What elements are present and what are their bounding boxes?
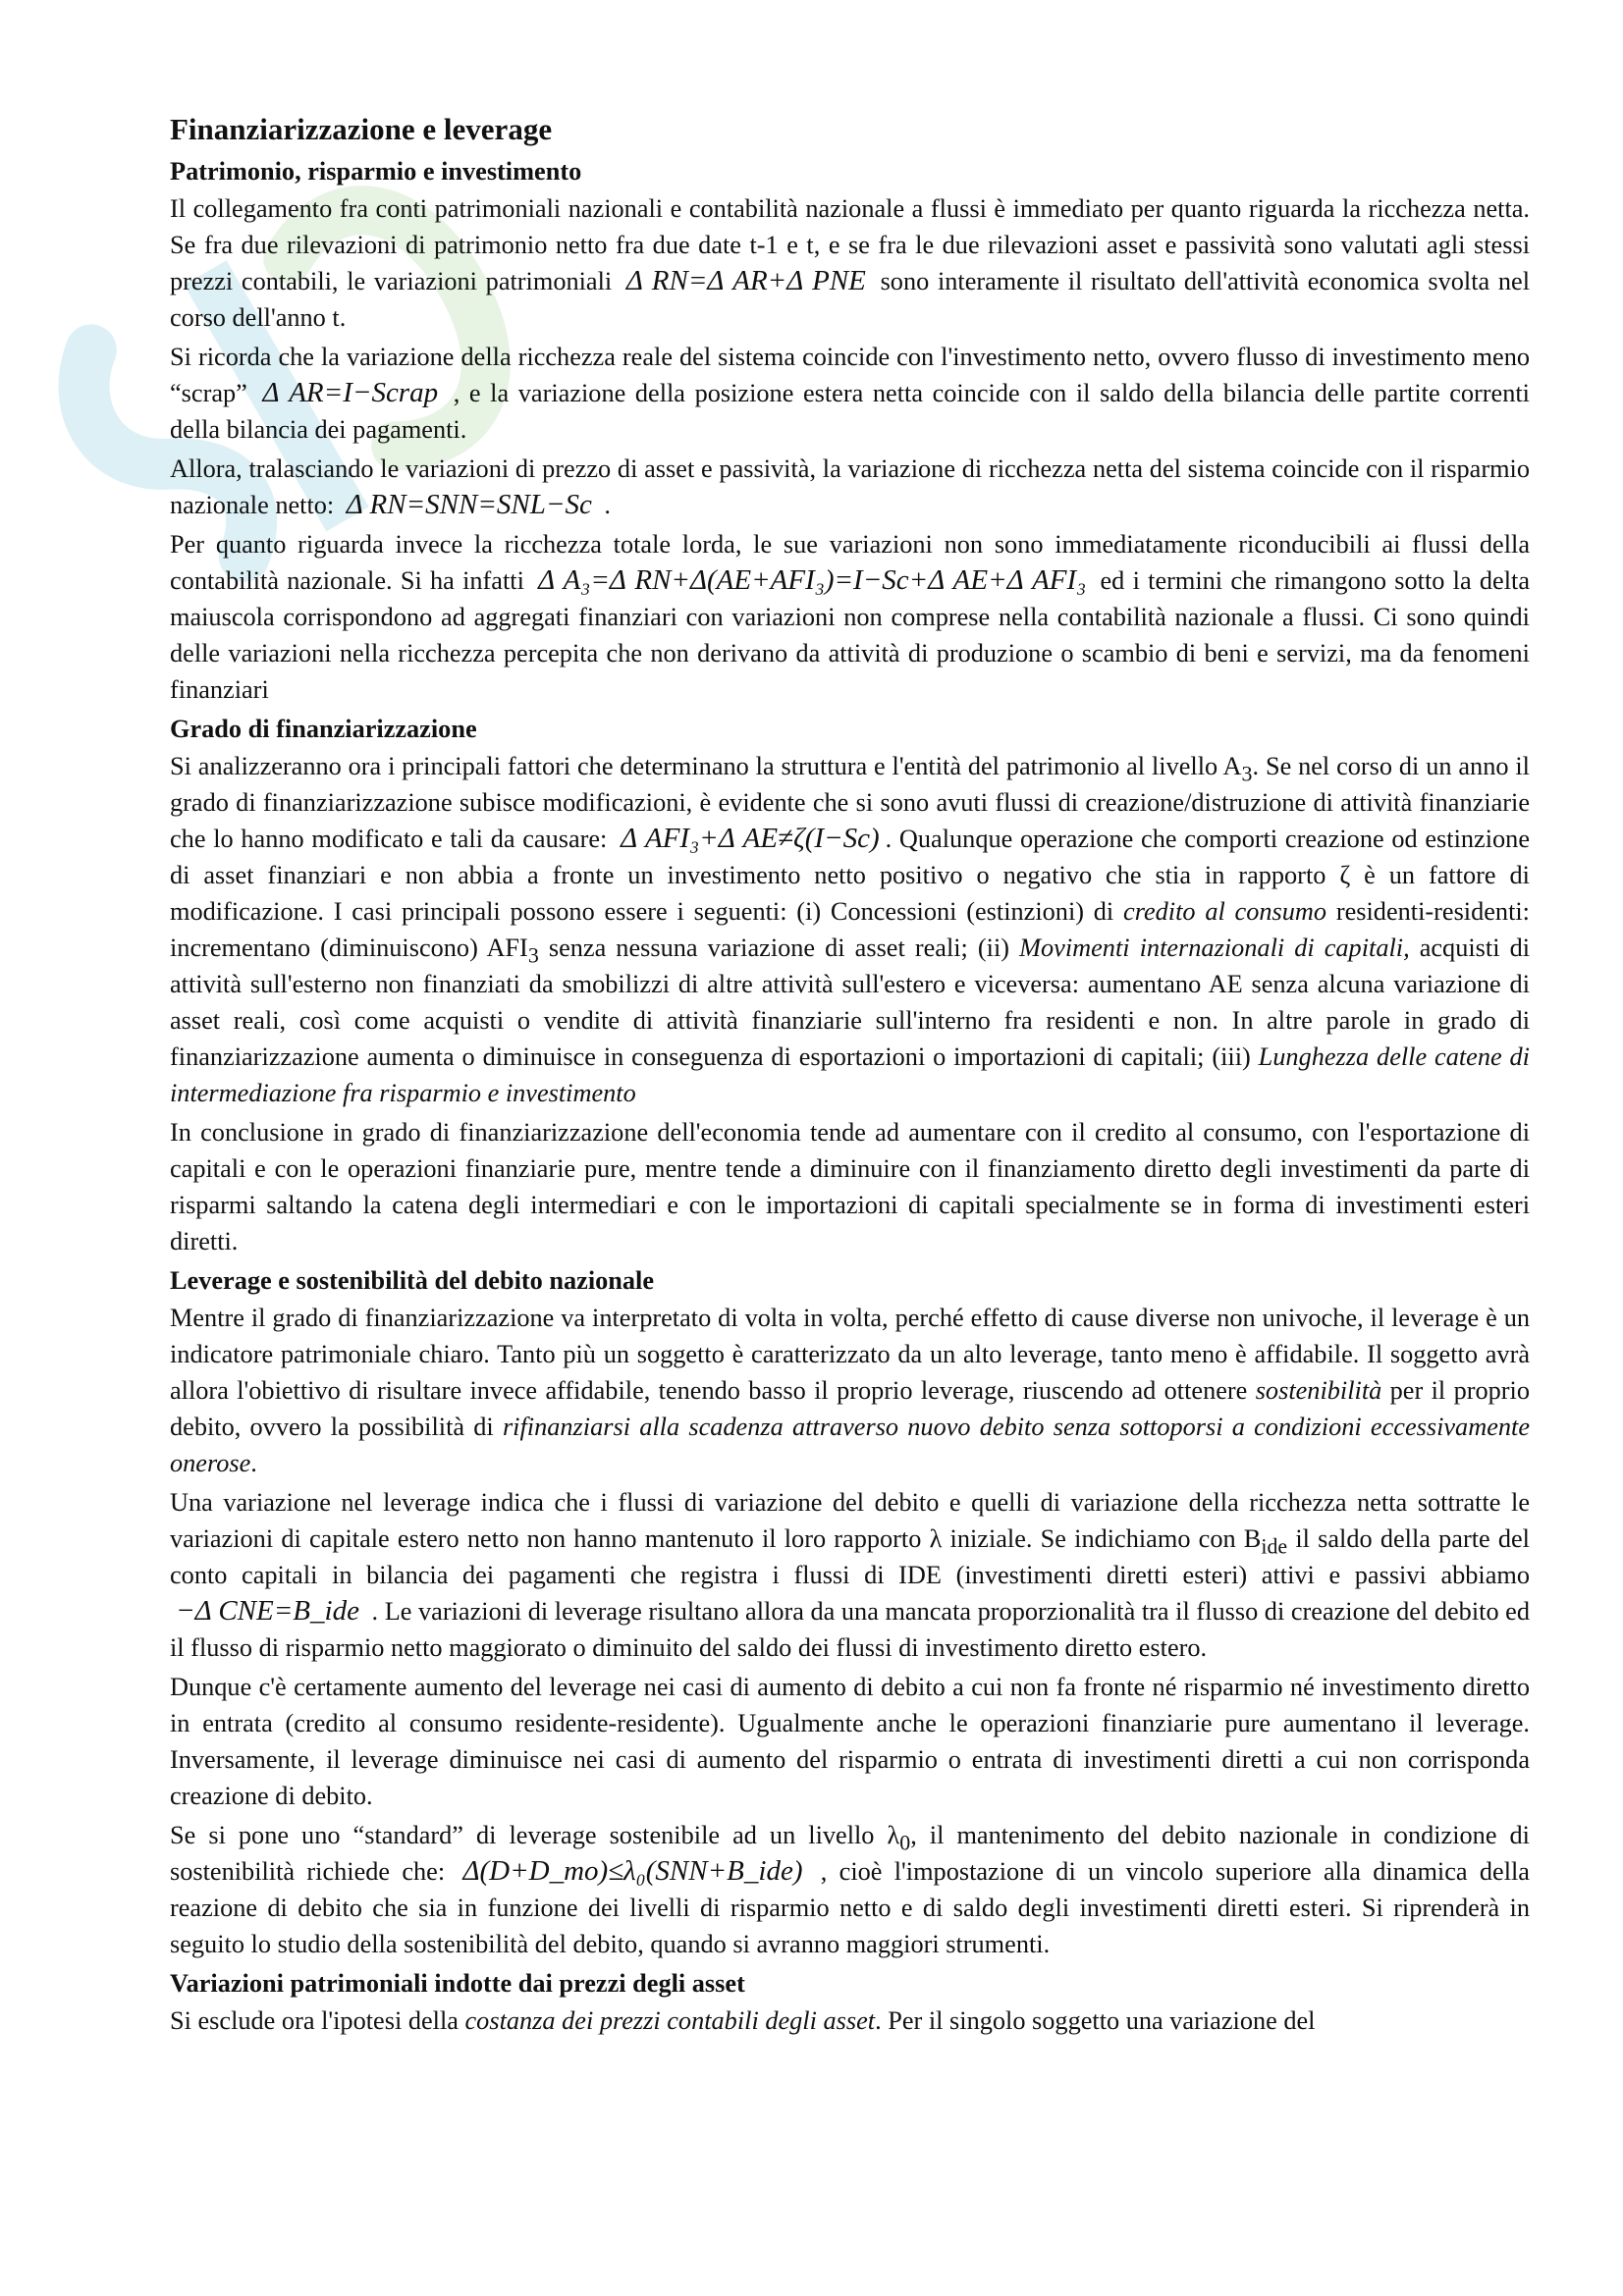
formula: Δ AFI₃+Δ AE≠ζ(I−Sc) <box>621 823 880 854</box>
document-title: Finanziarizzazione e leverage <box>170 112 553 146</box>
section-heading: Variazioni patrimoniali indotte dai prezzi degli asset <box>170 1969 745 1998</box>
paragraph: Per quanto riguarda invece la ricchezza totale lorda, le sue variazioni non sono immediatamente riconducibili ai flussi della contabilità nazionale. Si ha infatti Δ A₃=Δ RN+Δ(AE+AFI₃)=I−Sc+Δ AE+Δ AFI₃ ed i termini che rimangono sotto la delta maiuscola corrispondono ad aggregati finanziari con variazioni non comprese nella contabilità nazionale a flussi. Ci sono quindi delle variazioni nella ricchezza percepita che non derivano da attività di produzione o scambio di beni e servizi, ma da fenomeni finanziari <box>170 530 1531 704</box>
paragraph: Si esclude ora l'ipotesi della costanza dei prezzi contabili degli asset. Per il singolo soggetto una variazione del <box>170 2006 1316 2035</box>
paragraph: Dunque c'è certamente aumento del leverage nei casi di aumento di debito a cui non fa fronte né risparmio né investimento diretto in entrata (credito al consumo residente-residente). Ugualmente anche le operazioni finanziarie pure aumentano il leverage. Inversamente, il leverage diminuisce nei casi di aumento del risparmio o entrata di investimenti diretti a cui non corrisponda creazione di debito. <box>170 1673 1530 1810</box>
paragraph: Mentre il grado di finanziarizzazione va interpretato di volta in volta, perché effetto di cause diverse non univoche, il leverage è un indicatore patrimoniale chiaro. Tanto più un soggetto è caratterizzato da un alto leverage, tanto meno è affidabile. Il soggetto avrà allora l'obiettivo di risultare invece affidabile, tenendo basso il proprio leverage, riuscendo ad ottenere sostenibilità per il proprio debito, ovvero la possibilità di rifinanziarsi alla scadenza attraverso nuovo debito senza sottoporsi a condizioni eccessivamente onerose. <box>170 1304 1530 1477</box>
paragraph: Allora, tralasciando le variazioni di prezzo di asset e passività, la variazione di ricchezza netta del sistema coincide con il risparmio nazionale netto: Δ RN=SNN=SNL−Sc . <box>170 454 1530 520</box>
paragraph: Il collegamento fra conti patrimoniali nazionali e contabilità nazionale a flussi è immediato per quanto riguarda la ricchezza netta. Se fra due rilevazioni di patrimonio netto fra due date t-1 e t, e se fra le due rilevazioni asset e passività sono valutati agli stessi prezzi contabili, le variazioni patrimoniali Δ RN=Δ AR+Δ PNE sono interamente il risultato dell'attività economica svolta nel corso dell'anno t. <box>170 194 1531 332</box>
paragraph: Se si pone uno “standard” di leverage sostenibile ad un livello $\lambda_0$, il mantenimento del debito nazionale in condizione di sostenibilità richiede che: Δ(D+D_mo)≤λ₀(SNN+B_ide) , cioè l'impostazione di un vincolo superiore alla dinamica della reazione di debito che sia in funzione dei livelli di risparmio netto e di saldo degli investimenti diretti esteri. Si riprenderà in seguito lo studio della sostenibilità del debito, quando si avranno maggiori strumenti. <box>170 1821 1530 1958</box>
section-heading: Leverage e sostenibilità del debito nazionale <box>170 1266 655 1295</box>
formula: Δ RN=SNN=SNL−Sc <box>346 489 592 520</box>
formula: −Δ CNE=B_ide <box>176 1595 359 1627</box>
paragraph: Si analizzeranno ora i principali fattori che determinano la struttura e l'entità del patrimonio al livello $A_3$. Se nel corso di un anno il grado di finanziarizzazione subisce modificazioni, è evidente che si sono avuti flussi di creazione/distruzione di attività finanziarie che lo hanno modificato e tali da causare: Δ AFI₃+Δ AE≠ζ(I−Sc) . Qualunque operazione che comporti creazione od estinzione di asset finanziari e non abbia a fronte un investimento netto positivo o negativo che stia in rapporto ζ è un fattore di modificazione. I casi principali possono essere i seguenti: (i) Concessioni (estinzioni) di credito al consumo residenti-residenti: incrementano (diminuiscono) $AFI_3$ senza nessuna variazione di asset reali; (ii) Movimenti internazionali di capitali, acquisti di attività sull'esterno non finanziati da smobilizzi di altre attività sull'estero e viceversa: aumentano AE senza alcuna variazione di asset reali, così come acquisti o vendite di attività finanziarie sull'interno fra residenti e non. In altre parole in grado di finanziarizzazione aumenta o diminuisce in conseguenza di esportazioni o importazioni di capitali; (iii) Lunghezza delle catene di intermediazione fra risparmio e investimento <box>170 752 1531 1107</box>
section-heading: Grado di finanziarizzazione <box>170 715 477 743</box>
paragraph: In conclusione in grado di finanziarizzazione dell'economia tende ad aumentare con il credito al consumo, con l'esportazione di capitali e con le operazioni finanziarie pure, mentre tende a diminuire con il finanziamento diretto degli investimenti da parte di risparmi saltando la catena degli intermediari e con le importazioni di capitali specialmente se in forma di investimenti esteri diretti. <box>170 1118 1530 1255</box>
paragraph: Una variazione nel leverage indica che i flussi di variazione del debito e quelli di variazione della ricchezza netta sottratte le variazioni di capitale estero netto non hanno mantenuto il loro rapporto λ iniziale. Se indichiamo con $B_{ide}$ il saldo della parte del conto capitali in bilancia dei pagamenti che registra i flussi di IDE (investimenti diretti esteri) attivi e passivi abbiamo −Δ CNE=B_ide . Le variazioni di leverage risultano allora da una mancata proporzionalità tra il flusso di creazione del debito ed il flusso di risparmio netto maggiorato o diminuito del saldo dei flussi di investimento diretto estero. <box>170 1488 1530 1662</box>
formula: Δ(D+D_mo)≤λ₀(SNN+B_ide) <box>462 1855 803 1887</box>
paragraph: Si ricorda che la variazione della ricchezza reale del sistema coincide con l'investimento netto, ovvero flusso di investimento meno “scrap” Δ AR=I−Scrap , e la variazione della posizione estera netta coincide con il saldo della bilancia delle partite correnti della bilancia dei pagamenti. <box>170 343 1530 444</box>
formula: Δ AR=I−Scrap <box>262 377 439 408</box>
section-heading: Patrimonio, risparmio e investimento <box>170 157 582 186</box>
formula: Δ RN=Δ AR+Δ PNE <box>625 265 866 296</box>
formula: Δ A₃=Δ RN+Δ(AE+AFI₃)=I−Sc+Δ AE+Δ AFI₃ <box>538 564 1087 596</box>
document-page <box>170 110 1530 2042</box>
